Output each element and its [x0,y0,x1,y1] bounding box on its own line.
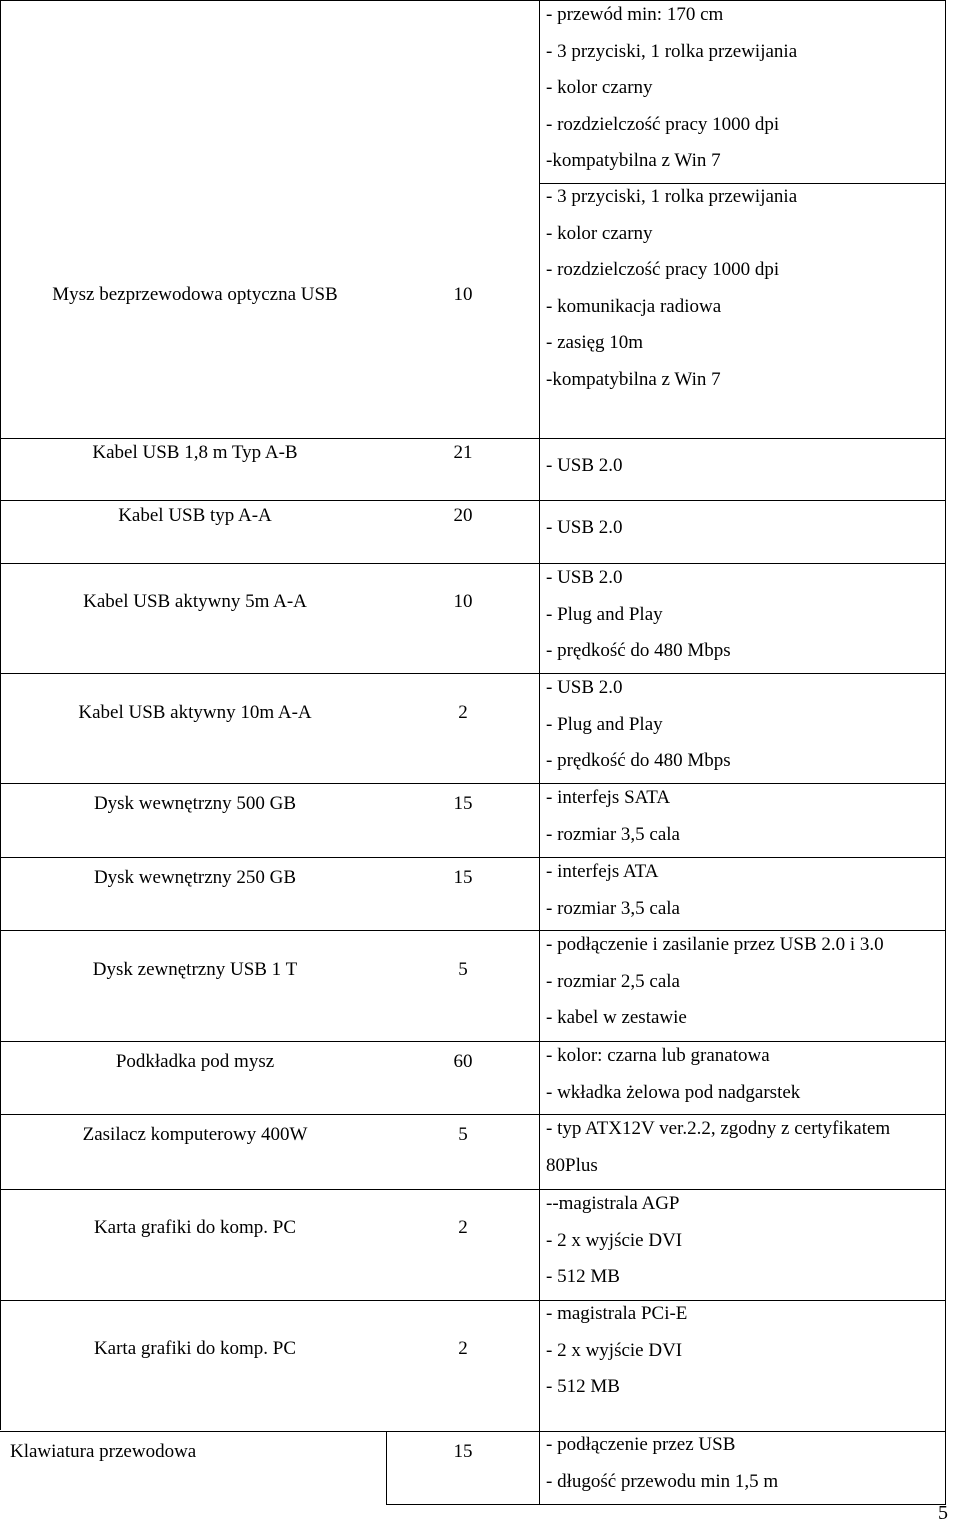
spec-line: - kolor: czarna lub granatowa [546,1045,770,1066]
product-quantity: 15 [453,793,473,814]
bottom-border [386,1504,946,1505]
spec-line: --magistrala AGP [546,1193,680,1214]
spec-line: - 512 MB [546,1376,620,1397]
row-divider [0,563,946,564]
spec-line: - USB 2.0 [546,455,623,476]
spec-line: - podłączenie i zasilanie przez USB 2.0 i 3.0 [546,934,884,955]
product-quantity: 20 [453,505,473,526]
spec-line: - typ ATX12V ver.2.2, zgodny z certyfikatem [546,1118,891,1139]
right-border [945,0,946,1504]
row-divider [0,1300,946,1301]
product-name: Karta grafiki do komp. PC [93,1338,297,1359]
spec-line: -kompatybilna z Win 7 [546,150,721,171]
product-name: Zasilacz komputerowy 400W [82,1124,308,1145]
spec-line: - magistrala PCi-E [546,1303,688,1324]
spec-line: - 512 MB [546,1266,620,1287]
row-divider [0,438,946,439]
spec-line: - podłączenie przez USB [546,1434,736,1455]
spec-line: - komunikacja radiowa [546,295,722,317]
product-quantity: 15 [453,867,473,888]
spec-line: - USB 2.0 [546,567,623,588]
product-quantity: 5 [458,959,468,980]
row-divider [0,1189,946,1190]
spec-line: - 2 x wyjście DVI [546,1339,683,1361]
spec-line: - Plug and Play [546,713,663,735]
spec-line: - USB 2.0 [546,517,623,538]
spec-line: - rozmiar 2,5 cala [546,970,680,992]
product-name: Karta grafiki do komp. PC [93,1217,297,1238]
row-divider [0,857,946,858]
spec-line: - kolor czarny [546,222,653,244]
spec-line: -kompatybilna z Win 7 [546,368,721,390]
product-name: Dysk wewnętrzny 250 GB [93,867,297,888]
product-name: Dysk wewnętrzny 500 GB [93,793,297,814]
spec-line: - rozdzielczość pracy 1000 dpi [546,113,780,135]
product-quantity: 21 [453,442,473,463]
column-divider [539,0,540,1504]
product-quantity: 60 [453,1051,473,1072]
spec-line: 80Plus [546,1154,598,1176]
row-divider [0,783,946,784]
spec-line: - 2 x wyjście DVI [546,1229,683,1251]
product-name: Kabel USB typ A-A [118,505,272,526]
spec-line: - interfejs SATA [546,787,671,808]
product-quantity: 5 [458,1124,468,1145]
top-border [0,0,946,1]
spec-line: - zasięg 10m [546,332,644,353]
spec-line: - rozmiar 3,5 cala [546,897,680,919]
spec-line: - przewód min: 170 cm [546,4,724,25]
spec-line: - rozmiar 3,5 cala [546,823,680,845]
left-border [0,0,1,1430]
product-name: Kabel USB aktywny 5m A-A [83,591,307,612]
product-name: Kabel USB 1,8 m Typ A-B [92,442,298,463]
spec-line: - długość przewodu min 1,5 m [546,1470,779,1492]
product-quantity: 2 [458,1217,468,1238]
spec-line: - Plug and Play [546,603,663,625]
row-divider [539,183,946,184]
product-quantity: 2 [458,702,468,723]
spec-line: - kolor czarny [546,77,653,98]
row-divider [0,1114,946,1115]
spec-line: - rozdzielczość pracy 1000 dpi [546,259,780,280]
product-quantity: 2 [458,1338,468,1359]
product-name: Klawiatura przewodowa [10,1441,197,1462]
product-quantity: 15 [453,1441,473,1462]
spec-line: - prędkość do 480 Mbps [546,750,731,771]
page-number: 5 [938,1502,948,1524]
spec-line: - interfejs ATA [546,861,659,882]
row-divider [0,1041,946,1042]
product-name: Mysz bezprzewodowa optyczna USB [52,284,338,305]
row-divider [0,500,946,501]
row-divider [0,1431,946,1432]
spec-line: - USB 2.0 [546,677,623,698]
row-divider [0,930,946,931]
product-name: Podkładka pod mysz [115,1051,275,1072]
product-quantity: 10 [453,591,473,612]
column-divider [386,1431,387,1504]
row-divider [0,673,946,674]
product-quantity: 10 [453,284,473,305]
product-name: Dysk zewnętrzny USB 1 T [92,959,298,980]
product-name: Kabel USB aktywny 10m A-A [78,702,312,723]
spec-line: - wkładka żelowa pod nadgarstek [546,1081,801,1103]
spec-line: - kabel w zestawie [546,1007,687,1028]
spec-line: - 3 przyciski, 1 rolka przewijania [546,40,798,62]
spec-line: - prędkość do 480 Mbps [546,640,731,661]
spec-line: - 3 przyciski, 1 rolka przewijania [546,186,798,207]
